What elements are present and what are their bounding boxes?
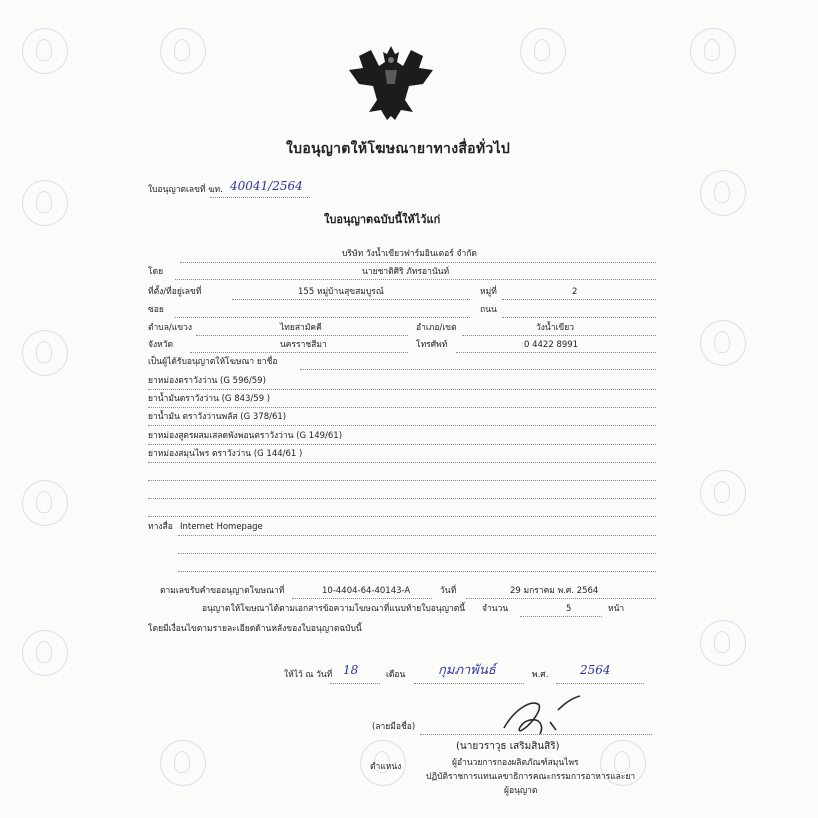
pages-dots — [520, 616, 602, 617]
issued-year: 2564 — [580, 663, 611, 677]
by-value: นายชาติศิริ ภัทรอานันท์ — [362, 267, 450, 277]
province-value: นครราชสีมา — [280, 340, 327, 350]
issued-month-label: เดือน — [386, 670, 406, 680]
pages-label: จำนวน — [482, 604, 509, 614]
media-label: ทางสื่อ — [148, 522, 173, 532]
product-dots — [148, 462, 656, 463]
soi-dots — [175, 317, 470, 318]
license-number: 40041/2564 — [230, 179, 303, 193]
pages-unit: หน้า — [608, 604, 625, 614]
document-subtitle: ใบอนุญาตฉบับนี้ให้ไว้แก่ — [324, 213, 441, 226]
product-item: ยาน้ำมัน ตราวังว่านพลัส (G 378/61) — [148, 412, 287, 422]
signer-position-2: ปฏิบัติราชการแทนเลขาธิการคณะกรรมการอาหารและยา — [426, 772, 636, 782]
pages-value: 5 — [566, 604, 572, 614]
product-dots — [148, 444, 656, 445]
road-label: ถนน — [480, 305, 497, 315]
district-dots — [462, 335, 656, 336]
position-label: ตำแหน่ง — [370, 762, 402, 772]
request-line2: อนุญาตให้โฆษณาได้ตามเอกสารข้อความโฆษณาที่แนบท้ายใบอนุญาตนี้ — [202, 604, 466, 614]
request-label: ตามเลขรับคำขออนุญาตโฆษณาที่ — [160, 586, 285, 596]
moo-dots — [502, 299, 656, 300]
soi-label: ซอย — [148, 305, 164, 315]
blank-dots — [148, 516, 656, 517]
by-dots — [175, 279, 656, 280]
subdistrict-value: ไทยสามัคคี — [280, 323, 322, 333]
district-value: วังน้ำเขียว — [536, 323, 574, 333]
media-dots — [178, 553, 656, 554]
issued-year-label: พ.ศ. — [532, 670, 549, 680]
signer-position-1: ผู้อำนวยการกองผลิตภัณฑ์สมุนไพร — [452, 758, 579, 768]
phone-dots — [456, 352, 656, 353]
address-dots — [232, 299, 470, 300]
by-label: โดย — [148, 267, 164, 277]
district-label: อำเภอ/เขต — [416, 323, 457, 333]
document-title: ใบอนุญาตให้โฆษณายาทางสื่อทั่วไป — [286, 141, 511, 157]
issued-label: ให้ไว้ ณ วันที่ — [284, 670, 333, 680]
signer-position-3: ผู้อนุญาต — [504, 786, 538, 796]
address-value: 155 หมู่บ้านสุขสมบูรณ์ — [298, 287, 384, 297]
company-name: บริษัท วังน้ำเขียวฟาร์มอินเตอร์ จำกัด — [342, 249, 477, 259]
request-date-dots — [466, 598, 656, 599]
request-number: 10-4404-64-40143-A — [322, 586, 411, 596]
products-intro: เป็นผู้ได้รับอนุญาตให้โฆษณา ยาชื่อ — [148, 357, 278, 367]
signature-dots — [420, 734, 652, 735]
phone-value: 0 4422 8991 — [524, 340, 579, 350]
media-dots — [178, 571, 656, 572]
request-number-dots — [292, 598, 432, 599]
subdistrict-label: ตำบล/แขวง — [148, 323, 192, 333]
handwritten-signature — [500, 692, 584, 740]
product-dots — [148, 389, 656, 390]
media-value: Internet Homepage — [180, 522, 263, 532]
day-dots — [330, 683, 380, 684]
garuda-emblem — [345, 40, 437, 124]
company-dots — [180, 262, 656, 263]
request-line3: โดยมีเงื่อนไขตามรายละเอียดด้านหลังของใบอนุญาตฉบับนี้ — [148, 624, 362, 634]
request-date-label: วันที่ — [440, 586, 457, 596]
signature-label: (ลายมือชื่อ) — [372, 722, 416, 732]
moo-label: หมู่ที่ — [480, 287, 497, 297]
issued-month: กุมภาพันธ์ — [438, 663, 496, 678]
blank-dots — [148, 480, 656, 481]
license-number-label: ใบอนุญาตเลขที่ ฆท. — [148, 185, 223, 195]
month-dots — [414, 683, 524, 684]
product-item: ยาหม่องสูตรผสมเสลดพังพอนตราวังว่าน (G 149/61) — [148, 431, 343, 441]
product-item: ยาหม่องสมุนไพร ตราวังว่าน (G 144/61 ) — [148, 449, 303, 459]
media-dots — [178, 535, 656, 536]
request-date-value: 29 มกราคม พ.ศ. 2564 — [510, 586, 599, 596]
phone-label: โทรศัพท์ — [416, 340, 448, 350]
moo-value: 2 — [572, 287, 578, 297]
province-dots — [190, 352, 408, 353]
signer-name: (นายวราวุธ เสริมสินสิริ) — [456, 741, 560, 752]
product-item: ยาน้ำมันตราวังว่าน (G 843/59 ) — [148, 394, 271, 404]
license-number-dots — [210, 197, 310, 198]
subdistrict-dots — [196, 335, 408, 336]
address-label: ที่ตั้ง/ที่อยู่เลขที่ — [148, 287, 202, 297]
province-label: จังหวัด — [148, 340, 174, 350]
issued-day: 18 — [343, 663, 359, 677]
products-intro-dots — [300, 369, 656, 370]
road-dots — [502, 317, 656, 318]
product-dots — [148, 425, 656, 426]
year-dots — [556, 683, 644, 684]
blank-dots — [148, 498, 656, 499]
product-item: ยาหม่องตราวังว่าน (G 596/59) — [148, 376, 266, 386]
product-dots — [148, 407, 656, 408]
